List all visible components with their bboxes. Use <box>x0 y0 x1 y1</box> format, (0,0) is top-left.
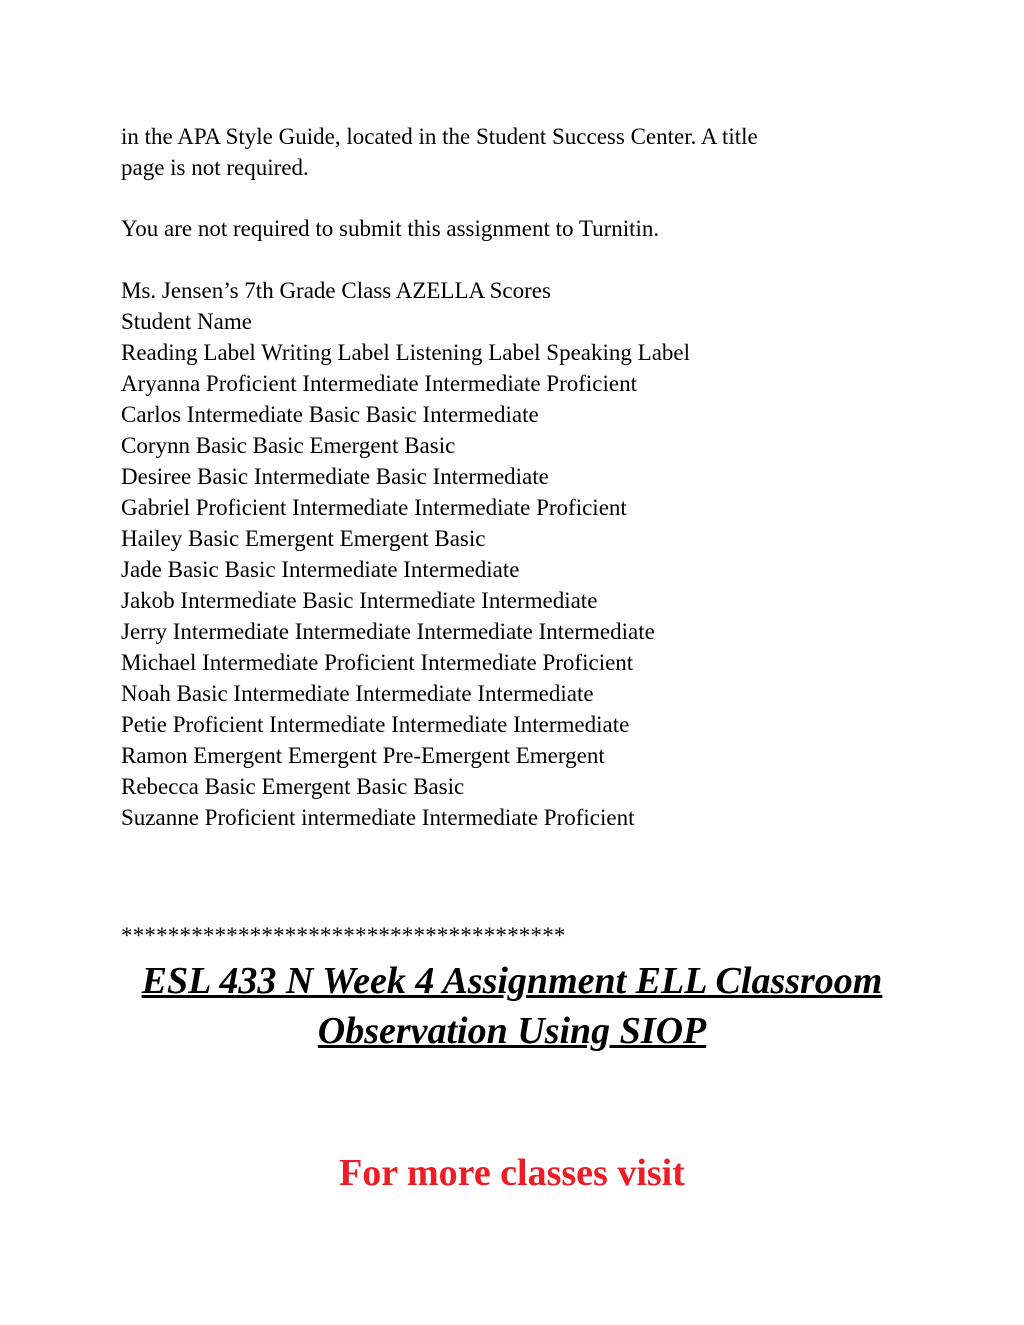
intro-line: page is not required. <box>121 155 309 180</box>
score-row: Ramon Emergent Emergent Pre-Emergent Emergent <box>121 743 605 768</box>
scores-header-labels: Reading Label Writing Label Listening Label Speaking Label <box>121 340 691 365</box>
score-row: Petie Proficient Intermediate Intermediate Intermediate <box>121 712 630 737</box>
score-row: Hailey Basic Emergent Emergent Basic <box>121 526 486 551</box>
turnitin-note <box>121 213 901 244</box>
assignment-heading-line: ESL 433 N Week 4 Assignment ELL Classroom <box>141 960 883 1002</box>
intro-line: in the APA Style Guide, located in the Student Success Center. A title <box>121 124 758 149</box>
scores-table-text <box>121 275 901 833</box>
assignment-heading-line: Observation Using SIOP <box>317 1010 707 1052</box>
separator-stars: ************************************** <box>121 923 566 948</box>
score-row: Rebecca Basic Emergent Basic Basic <box>121 774 465 799</box>
scores-title: Ms. Jensen’s 7th Grade Class AZELLA Scores <box>121 278 551 303</box>
score-row: Desiree Basic Intermediate Basic Intermediate <box>121 464 549 489</box>
score-row: Jade Basic Basic Intermediate Intermediate <box>121 557 520 582</box>
score-row: Corynn Basic Basic Emergent Basic <box>121 433 456 458</box>
score-row: Carlos Intermediate Basic Basic Intermediate <box>121 402 539 427</box>
score-row: Suzanne Proficient intermediate Intermediate Proficient <box>121 805 635 830</box>
score-rows <box>121 368 901 833</box>
scores-header-student: Student Name <box>121 309 252 334</box>
score-row: Michael Intermediate Proficient Intermediate Proficient <box>121 650 634 675</box>
intro-paragraph <box>121 121 901 183</box>
score-row: Jakob Intermediate Basic Intermediate Intermediate <box>121 588 598 613</box>
score-row: Gabriel Proficient Intermediate Intermediate Proficient <box>121 495 627 520</box>
turnitin-line: You are not required to submit this assignment to Turnitin. <box>121 216 660 241</box>
more-classes-text: For more classes visit <box>339 1152 685 1194</box>
score-row: Aryanna Proficient Intermediate Intermediate Proficient <box>121 371 638 396</box>
score-row: Noah Basic Intermediate Intermediate Intermediate <box>121 681 594 706</box>
score-row: Jerry Intermediate Intermediate Intermediate Intermediate <box>121 619 655 644</box>
assignment-heading <box>60 956 964 1056</box>
